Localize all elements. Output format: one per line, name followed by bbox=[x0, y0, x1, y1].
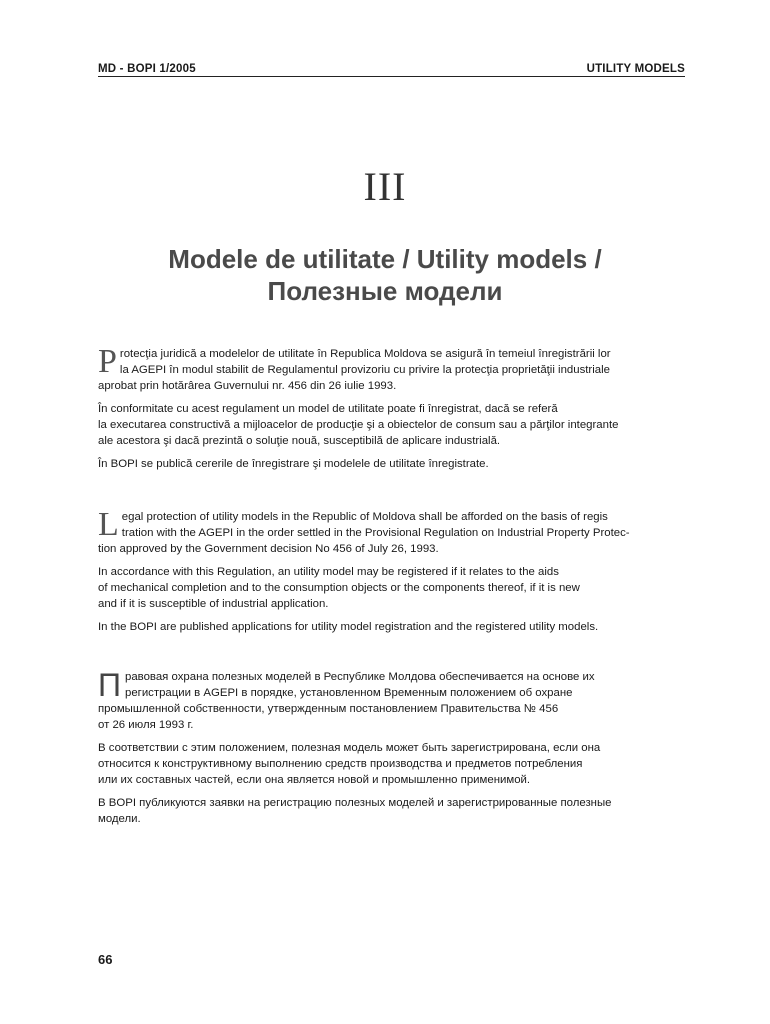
russian-section bbox=[98, 669, 686, 834]
text-line: In accordance with this Regulation, an utility model may be registered if it relates to the aids bbox=[98, 566, 559, 578]
russian-paragraph-2 bbox=[98, 740, 686, 788]
text-line: rotecţia juridică a modelelor de utilitate în Republica Moldova se asigură în temeiul înregistrării lor bbox=[119, 348, 611, 360]
header-journal-issue: MD - BOPI 1/2005 bbox=[98, 63, 196, 75]
text-line: of mechanical completion and to the consumption objects or the components thereof, if it is new bbox=[98, 582, 580, 594]
text-line: În BOPI se publică cererile de înregistrare şi modelele de utilitate înregistrate. bbox=[98, 458, 489, 470]
text-line: регистрации в AGEPI в порядке, установленном Временным положением об охране bbox=[125, 687, 573, 699]
title-line-1: Modele de utilitate / Utility models / bbox=[168, 244, 602, 274]
title-line-2: Полезные модели bbox=[267, 276, 503, 306]
english-section bbox=[98, 506, 686, 642]
russian-paragraph-3 bbox=[98, 795, 686, 827]
english-dropcap: L bbox=[98, 506, 119, 543]
text-line: В BOPI публикуются заявки на регистрацию полезных моделей и зарегистрированные полезные bbox=[98, 797, 612, 809]
chapter-number: III bbox=[363, 164, 407, 209]
text-line: модели. bbox=[98, 813, 141, 825]
page-number: 66 bbox=[98, 952, 113, 967]
text-line: egal protection of utility models in the Republic of Moldova shall be afforded on the basis of regis bbox=[121, 511, 608, 523]
text-line: В соответствии с этим положением, полезная модель может быть зарегистрирована, если она bbox=[98, 742, 601, 754]
text-line: относится к конструктивному выполнению средств производства и предметов потребления bbox=[98, 758, 583, 770]
text-line: или их составных частей, если она является новой и промышленно применимой. bbox=[98, 774, 531, 786]
russian-dropcap: П bbox=[98, 667, 121, 703]
text-line: tration with the AGEPI in the order settled in the Provisional Regulation on Industrial Property Protec- bbox=[121, 527, 630, 539]
english-paragraph-1 bbox=[98, 506, 686, 557]
text-line: промышленной собственности, утвержденным постановлением Правительства № 456 bbox=[98, 703, 559, 715]
romanian-section bbox=[98, 343, 686, 479]
text-line: In the BOPI are published applications for utility model registration and the registered utility models. bbox=[98, 621, 599, 633]
text-line: ale acestora şi dacă prezintă o soluţie nouă, susceptibilă de aplicare industrială. bbox=[98, 435, 501, 447]
romanian-dropcap: P bbox=[98, 343, 117, 380]
russian-paragraph-1 bbox=[98, 669, 686, 733]
english-paragraph-2 bbox=[98, 564, 686, 612]
text-line: la executarea constructivă a mijloacelor de producţie şi a obiectelor de consum sau a părţilor integrante bbox=[98, 419, 619, 431]
text-line: În conformitate cu acest regulament un model de utilitate poate fi înregistrat, dacă se referă bbox=[98, 403, 558, 415]
text-line: and if it is susceptible of industrial application. bbox=[98, 598, 329, 610]
romanian-paragraph-1 bbox=[98, 343, 686, 394]
english-paragraph-3 bbox=[98, 619, 686, 635]
romanian-paragraph-2 bbox=[98, 401, 686, 449]
romanian-paragraph-3 bbox=[98, 456, 686, 472]
text-line: tion approved by the Government decision No 456 of July 26, 1993. bbox=[98, 543, 439, 555]
header-section-name: UTILITY MODELS bbox=[586, 63, 685, 75]
text-line: la AGEPI în modul stabilit de Regulamentul provizoriu cu privire la protecţia proprietăţii industriale bbox=[119, 364, 610, 376]
text-line: от 26 июля 1993 г. bbox=[98, 719, 194, 731]
page-title bbox=[60, 243, 710, 307]
text-line: равовая охрана полезных моделей в Республике Молдова обеспечивается на основе их bbox=[125, 671, 595, 683]
running-header bbox=[98, 63, 685, 77]
text-line: aprobat prin hotărârea Guvernului nr. 456 din 26 iulie 1993. bbox=[98, 380, 397, 392]
